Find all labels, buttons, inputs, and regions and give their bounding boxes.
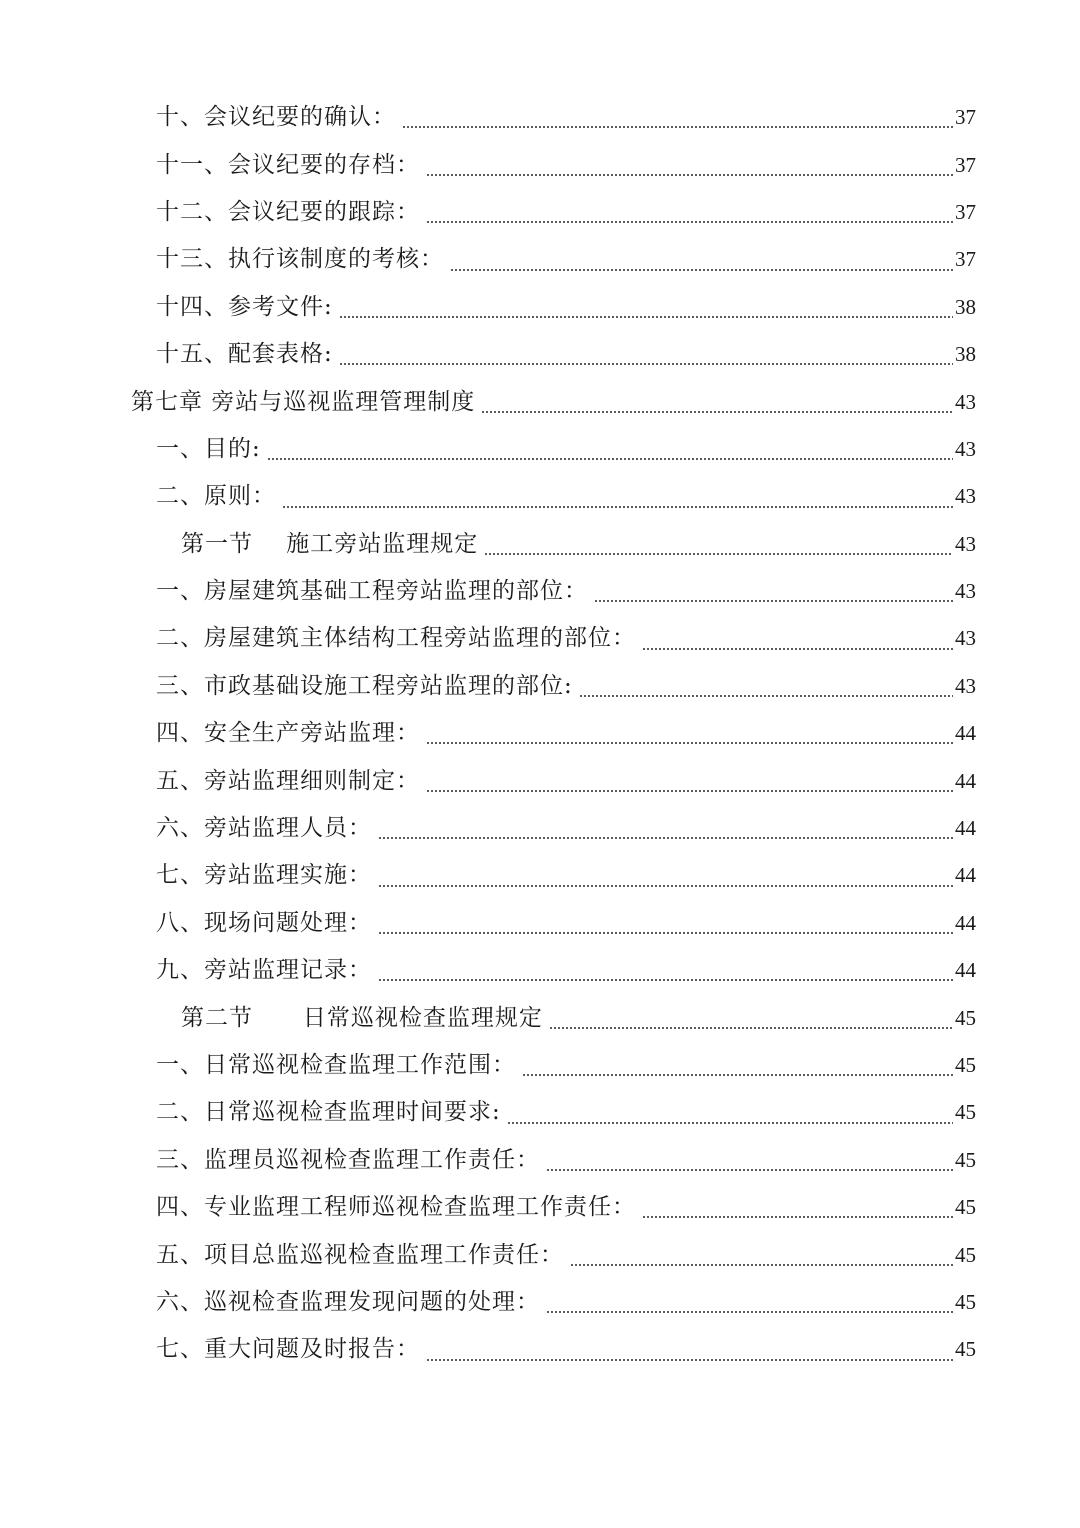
toc-entry[interactable]	[0, 473, 1080, 520]
toc-entry[interactable]	[0, 141, 1080, 188]
toc-entry-page: 44	[955, 958, 976, 983]
toc-entry-page: 45	[955, 1147, 976, 1172]
toc-entry[interactable]	[0, 663, 1080, 710]
toc-entry-title: 十三、执行该制度的考核：	[156, 246, 444, 273]
toc-entry-title: 四、专业监理工程师巡视检查监理工作责任：	[156, 1194, 636, 1221]
toc-entry-page: 44	[955, 816, 976, 841]
toc-section-entry[interactable]	[0, 994, 1080, 1041]
toc-entry[interactable]	[0, 1231, 1080, 1278]
toc-entry-page: 43	[955, 389, 976, 414]
dot-leader	[378, 885, 953, 887]
toc-entry[interactable]	[0, 284, 1080, 331]
dot-leader	[522, 1074, 953, 1076]
toc-entry-page: 45	[955, 1005, 976, 1030]
toc-entry[interactable]	[0, 805, 1080, 852]
toc-entry-title: 五、项目总监巡视检查监理工作责任：	[156, 1241, 564, 1268]
toc-entry[interactable]	[0, 426, 1080, 473]
toc-entry-title: 三、市政基础设施工程旁站监理的部位:	[156, 672, 573, 699]
dot-leader	[378, 979, 953, 981]
dot-leader	[402, 126, 953, 128]
toc-entry-page: 38	[955, 342, 976, 367]
toc-entry-page: 43	[955, 531, 976, 556]
toc-entry-title: 四、安全生产旁站监理：	[156, 720, 420, 747]
toc-entry-title: 十四、参考文件:	[156, 293, 333, 320]
toc-entry[interactable]	[0, 1184, 1080, 1231]
dot-leader	[570, 1264, 953, 1266]
toc-entry-title: 三、监理员巡视检查监理工作责任：	[156, 1146, 540, 1173]
toc-entry-title: 一、房屋建筑基础工程旁站监理的部位：	[156, 578, 588, 605]
toc-entry[interactable]	[0, 615, 1080, 662]
toc-entry[interactable]	[0, 757, 1080, 804]
toc-entry-title: 十二、会议纪要的跟踪：	[156, 198, 420, 225]
toc-entry-page: 37	[955, 199, 976, 224]
toc-entry-title: 十、会议纪要的确认：	[156, 104, 396, 131]
toc-entry-page: 37	[955, 152, 976, 177]
dot-leader	[426, 790, 953, 792]
dot-leader	[642, 1216, 953, 1218]
toc-entry-page: 45	[955, 1242, 976, 1267]
dot-leader	[426, 742, 953, 744]
dot-leader	[426, 221, 953, 223]
toc-entry-page: 43	[955, 484, 976, 509]
toc-entry-page: 45	[955, 1289, 976, 1314]
toc-entry[interactable]	[0, 1089, 1080, 1136]
toc-entry-title: 五、旁站监理细则制定：	[156, 767, 420, 794]
toc-entry-page: 45	[955, 1100, 976, 1125]
toc-section-entry[interactable]	[0, 521, 1080, 568]
toc-entry[interactable]	[0, 900, 1080, 947]
toc-entry[interactable]	[0, 94, 1080, 141]
toc-entry[interactable]	[0, 236, 1080, 283]
table-of-contents	[0, 94, 1080, 1374]
toc-chapter-entry[interactable]	[0, 378, 1080, 425]
toc-entry[interactable]	[0, 331, 1080, 378]
toc-entry-title: 二、房屋建筑主体结构工程旁站监理的部位：	[156, 625, 636, 652]
toc-entry-page: 44	[955, 863, 976, 888]
toc-entry-title: 六、旁站监理人员：	[156, 815, 372, 842]
toc-entry[interactable]	[0, 852, 1080, 899]
dot-leader	[426, 1359, 953, 1361]
toc-entry-title: 八、现场问题处理：	[156, 909, 372, 936]
dot-leader	[339, 363, 953, 365]
dot-leader	[546, 1311, 953, 1313]
toc-entry-title: 七、旁站监理实施：	[156, 862, 372, 889]
toc-entry-page: 37	[955, 247, 976, 272]
toc-entry-title: 十一、会议纪要的存档：	[156, 151, 420, 178]
dot-leader	[484, 553, 953, 555]
toc-entry-page: 45	[955, 1053, 976, 1077]
dot-leader	[426, 174, 953, 176]
toc-entry[interactable]	[0, 1042, 1080, 1089]
dot-leader	[339, 316, 953, 318]
toc-entry-title: 一、日常巡视检查监理工作范围：	[156, 1052, 516, 1078]
toc-entry[interactable]	[0, 710, 1080, 757]
toc-entry[interactable]	[0, 1326, 1080, 1373]
toc-entry-page: 43	[955, 626, 976, 651]
toc-entry[interactable]	[0, 568, 1080, 615]
toc-entry-title: 二、原则：	[156, 483, 276, 510]
toc-entry-title: 一、目的:	[156, 435, 261, 462]
dot-leader	[507, 1122, 953, 1124]
toc-entry-page: 37	[955, 105, 976, 130]
dot-leader	[579, 695, 953, 697]
toc-entry-title: 七、重大问题及时报告：	[156, 1336, 420, 1363]
dot-leader	[594, 600, 953, 602]
toc-entry[interactable]	[0, 1279, 1080, 1326]
dot-leader	[481, 411, 953, 413]
dot-leader	[549, 1027, 953, 1029]
toc-entry-page: 45	[955, 1337, 976, 1362]
toc-entry-title: 十五、配套表格:	[156, 341, 333, 368]
toc-entry-title: 六、巡视检查监理发现问题的处理：	[156, 1288, 540, 1315]
dot-leader	[267, 458, 953, 460]
toc-entry-title: 第一节 施工旁站监理规定	[181, 530, 479, 557]
toc-entry[interactable]	[0, 1137, 1080, 1184]
toc-entry-page: 44	[955, 721, 976, 746]
toc-entry-title: 九、旁站监理记录：	[156, 957, 372, 984]
toc-entry-title: 二、日常巡视检查监理时间要求:	[156, 1099, 501, 1126]
toc-entry-page: 44	[955, 768, 976, 793]
toc-entry-page: 44	[955, 910, 976, 935]
toc-entry-page: 45	[955, 1195, 976, 1220]
toc-entry[interactable]	[0, 947, 1080, 994]
toc-entry-page: 43	[955, 436, 976, 461]
dot-leader	[378, 837, 953, 839]
dot-leader	[642, 648, 953, 650]
dot-leader	[378, 932, 953, 934]
toc-entry-page: 43	[955, 579, 976, 604]
dot-leader	[546, 1169, 953, 1171]
dot-leader	[450, 269, 953, 271]
toc-entry-title: 第七章 旁站与巡视监理管理制度	[131, 388, 476, 415]
toc-entry-page: 43	[955, 673, 976, 698]
dot-leader	[282, 506, 953, 508]
toc-entry-page: 38	[955, 294, 976, 319]
toc-entry[interactable]	[0, 189, 1080, 236]
toc-entry-title: 第二节 日常巡视检查监理规定	[181, 1004, 543, 1031]
